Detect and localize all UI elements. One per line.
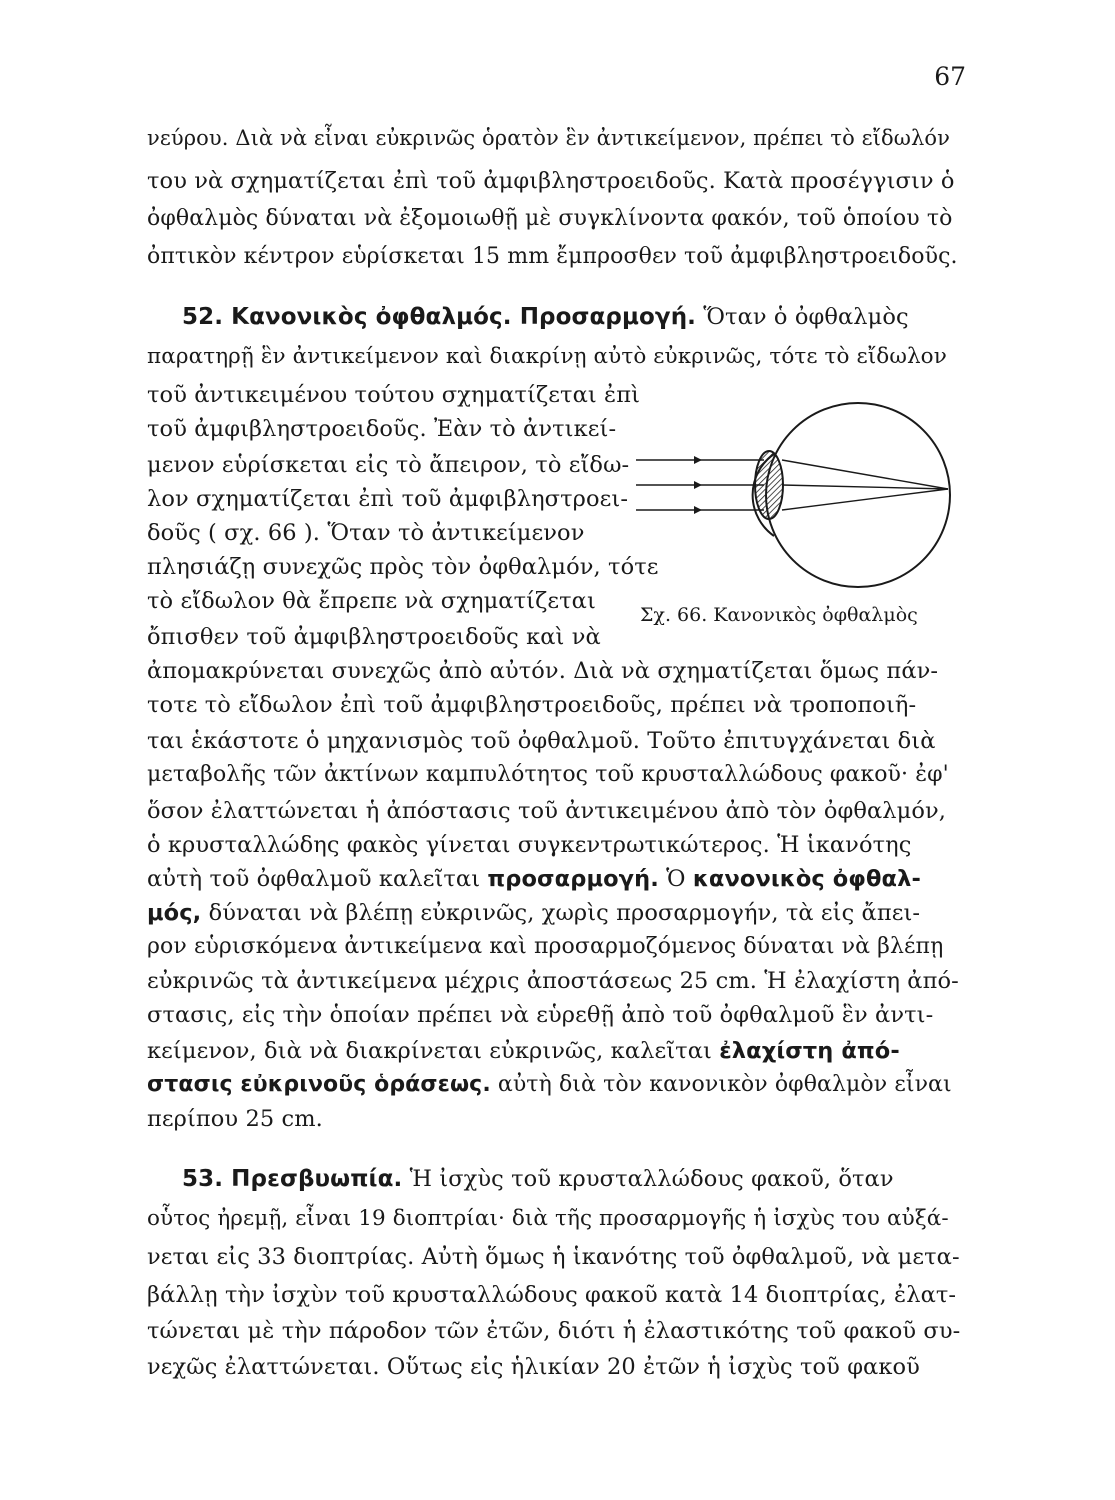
narrow-line: τὸ εἴδωλον θὰ ἔπρεπε νὰ σχηματίζεται [147, 588, 596, 614]
body-line: ρον εὑρισκόμενα ἀντικείμενα καὶ προσαρμοζόμενος δύναται νὰ βλέπῃ [147, 934, 944, 959]
section-53-heading-line [182, 1168, 894, 1191]
intro-line-1: νεύρου. Διὰ νὰ εἶναι εὐκρινῶς ὁρατὸν ἓν ἀντικείμενον, πρέπει τὸ εἴδωλόν [147, 126, 950, 150]
narrow-line: τοῦ ἀντικειμένου τούτου σχηματίζεται ἐπὶ [147, 382, 641, 408]
section-53-heading-rest: Ἡ ἰσχὺς τοῦ κρυσταλλώδους φακοῦ, ὅταν [402, 1166, 894, 1192]
body-line-min-distance: κείμενον, διὰ νὰ διακρίνεται εὐκρινῶς, καλεῖται ἐλαχίστη ἀπό- [147, 1038, 900, 1064]
term-normal-eye-end: μός, [147, 900, 202, 926]
section-52-heading: 52. Κανονικὸς ὀφθαλμός. Προσαρμογή. [182, 304, 697, 330]
body-line: ὁ κρυσταλλώδης φακὸς γίνεται συγκεντρωτικώτερος. Ἡ ἱκανότης [147, 832, 912, 858]
section-52-heading-rest: Ὅταν ὁ ὀφθαλμὸς [696, 304, 909, 330]
body-line: ὅσον ἐλαττώνεται ἡ ἀπόστασις τοῦ ἀντικειμένου ἀπὸ τὸν ὀφθαλμόν, [147, 798, 947, 824]
narrow-line: λον σχηματίζεται ἐπὶ τοῦ ἀμφιβληστροει- [147, 486, 629, 512]
term-normal-eye: κανονικὸς ὀφθαλ- [692, 866, 921, 892]
body-line: στασις, εἰς τὴν ὁποίαν πρέπει νὰ εὑρεθῇ ἀπὸ τοῦ ὀφθαλμοῦ ἓν ἀντι- [147, 1002, 934, 1028]
section-53-heading: 53. Πρεσβυωπία. [182, 1166, 403, 1192]
intro-line-3: ὀφθαλμὸς δύναται νὰ ἐξομοιωθῇ μὲ συγκλίνοντα φακόν, τοῦ ὁποίου τὸ [147, 206, 953, 231]
term-min-distance-end: στασις εὐκρινοῦς ὁράσεως. [147, 1072, 491, 1097]
body-line: τοτε τὸ εἴδωλον ἐπὶ τοῦ ἀμφιβληστροειδοῦς, πρέπει νὰ τροποποιῆ- [147, 692, 917, 718]
intro-line-2: του νὰ σχηματίζεται ἐπὶ τοῦ ἀμφιβληστροειδοῦς. Κατὰ προσέγγισιν ὁ [147, 168, 955, 194]
section-52-heading-line [182, 306, 909, 329]
narrow-line: ὄπισθεν τοῦ ἀμφιβληστροειδοῦς καὶ νὰ [147, 624, 601, 650]
narrow-line: μενον εὑρίσκεται εἰς τὸ ἄπειρον, τὸ εἴδω- [147, 452, 630, 478]
figure-eye [632, 390, 962, 630]
body-line: ἀπομακρύνεται συνεχῶς ἀπὸ αὐτόν. Διὰ νὰ σχηματίζεται ὅμως πάν- [147, 658, 939, 684]
intro-line-4: ὀπτικὸν κέντρον εὑρίσκεται 15 mm ἔμπροσθεν τοῦ ἀμφιβληστροειδοῦς. [147, 244, 958, 269]
body-line: ται ἑκάστοτε ὁ μηχανισμὸς τοῦ ὀφθαλμοῦ. Τοῦτο ἐπιτυγχάνεται διὰ [147, 728, 936, 754]
narrow-line: πλησιάζῃ συνεχῶς πρὸς τὸν ὀφθαλμόν, τότε [147, 554, 659, 580]
page-number: 67 [934, 62, 966, 91]
body-line-stasis: στασις εὐκρινοῦς ὁράσεως. αὐτὴ διὰ τὸν κανονικὸν ὀφθαλμὸν εἶναι [147, 1072, 952, 1097]
section-53-line: βάλλῃ τὴν ἰσχὺν τοῦ κρυσταλλώδους φακοῦ κατὰ 14 διοπτρίας, ἐλατ- [147, 1282, 957, 1308]
body-line-adaptation: αὐτὴ τοῦ ὀφθαλμοῦ καλεῖται προσαρμογή. Ὁ κανονικὸς ὀφθαλ- [147, 866, 921, 892]
narrow-line: τοῦ ἀμφιβληστροειδοῦς. Ἐὰν τὸ ἀντικεί- [147, 416, 617, 442]
term-adaptation: προσαρμογή. [487, 866, 659, 892]
body-line-mos: μός, δύναται νὰ βλέπῃ εὐκρινῶς, χωρὶς προσαρμογήν, τὰ εἰς ἄπει- [147, 900, 921, 926]
section-52-line: παρατηρῇ ἓν ἀντικείμενον καὶ διακρίνῃ αὐτὸ εὐκρινῶς, τότε τὸ εἴδωλον [147, 344, 947, 369]
eye-diagram-icon [632, 390, 962, 630]
section-53-line: τώνεται μὲ τὴν πάροδον τῶν ἐτῶν, διότι ἡ ἐλαστικότης τοῦ φακοῦ συ- [147, 1318, 961, 1344]
term-min-distance: ἐλαχίστη ἀπό- [719, 1038, 900, 1064]
section-53-line: νεται εἰς 33 διοπτρίας. Αὐτὴ ὅμως ἡ ἱκανότης τοῦ ὀφθαλμοῦ, νὰ μετα- [147, 1244, 960, 1270]
body-line: μεταβολῆς τῶν ἀκτίνων καμπυλότητος τοῦ κρυσταλλώδους φακοῦ· ἐφ' [147, 762, 949, 787]
body-line-last: περίπου 25 cm. [147, 1106, 323, 1132]
narrow-line: δοῦς ( σχ. 66 ). Ὅταν τὸ ἀντικείμενον [147, 520, 585, 546]
body-line: εὐκρινῶς τὰ ἀντικείμενα μέχρις ἀποστάσεως 25 cm. Ἡ ἐλαχίστη ἀπό- [147, 968, 959, 994]
section-53-line: οὗτος ἠρεμῇ, εἶναι 19 διοπτρίαι· διὰ τῆς προσαρμογῆς ἡ ἰσχὺς του αὐξά- [147, 1206, 949, 1231]
figure-caption: Σχ. 66. Κανονικὸς ὀφθαλμὸς [640, 604, 918, 626]
section-53-line: νεχῶς ἐλαττώνεται. Οὕτως εἰς ἡλικίαν 20 ἐτῶν ἡ ἰσχὺς τοῦ φακοῦ [147, 1354, 920, 1380]
